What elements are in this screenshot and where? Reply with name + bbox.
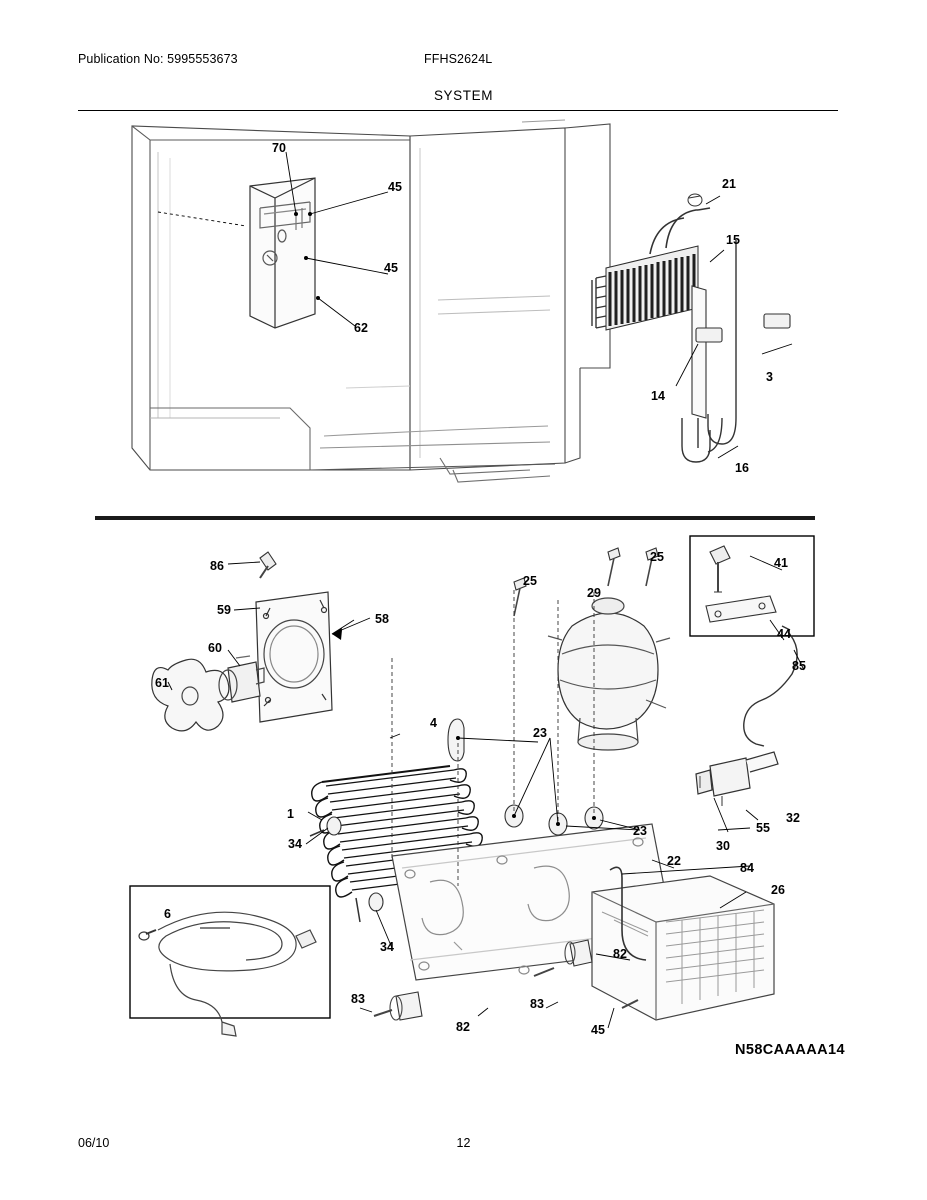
callout-83-left: 83 (351, 992, 365, 1006)
callout-85: 85 (792, 659, 806, 673)
callout-23-upper: 23 (533, 726, 547, 740)
header-divider (78, 110, 838, 111)
callout-83-right: 83 (530, 997, 544, 1011)
callout-4: 4 (430, 716, 437, 730)
callout-26: 26 (771, 883, 785, 897)
callout-21: 21 (722, 177, 736, 191)
callout-22: 22 (667, 854, 681, 868)
callout-82-lower: 82 (456, 1020, 470, 1034)
callout-6: 6 (164, 907, 171, 921)
callout-60: 60 (208, 641, 222, 655)
top-assembly-illustration (110, 118, 830, 498)
callout-3: 3 (766, 370, 773, 384)
callout-84: 84 (740, 861, 754, 875)
callout-45-lower: 45 (384, 261, 398, 275)
callout-25-left: 25 (523, 574, 537, 588)
callout-62: 62 (354, 321, 368, 335)
callout-82-upper: 82 (613, 947, 627, 961)
callout-59: 59 (217, 603, 231, 617)
callout-44: 44 (777, 627, 791, 641)
footer-page-number: 12 (456, 1136, 471, 1150)
page-title: SYSTEM (433, 88, 494, 103)
section-divider (95, 516, 815, 520)
footer-date: 06/10 (78, 1136, 110, 1150)
callout-15: 15 (726, 233, 740, 247)
callout-25-right: 25 (650, 550, 664, 564)
callout-29: 29 (587, 586, 601, 600)
callout-14: 14 (651, 389, 665, 403)
callout-16: 16 (735, 461, 749, 475)
callout-70: 70 (272, 141, 286, 155)
callout-45-bottom: 45 (591, 1023, 605, 1037)
callout-30: 30 (716, 839, 730, 853)
publication-number: Publication No: 5995553673 (78, 52, 238, 66)
callout-1: 1 (287, 807, 294, 821)
callout-86: 86 (210, 559, 224, 573)
callout-58: 58 (375, 612, 389, 626)
callout-34-lower: 34 (380, 940, 394, 954)
model-number: FFHS2624L (424, 52, 493, 66)
callout-61: 61 (155, 676, 169, 690)
callout-55: 55 (756, 821, 770, 835)
callout-23-lower: 23 (633, 824, 647, 838)
callout-45-upper: 45 (388, 180, 402, 194)
callout-34-left: 34 (288, 837, 302, 851)
diagram-code: N58CAAAAA14 (735, 1042, 845, 1058)
callout-41: 41 (774, 556, 788, 570)
callout-32: 32 (786, 811, 800, 825)
